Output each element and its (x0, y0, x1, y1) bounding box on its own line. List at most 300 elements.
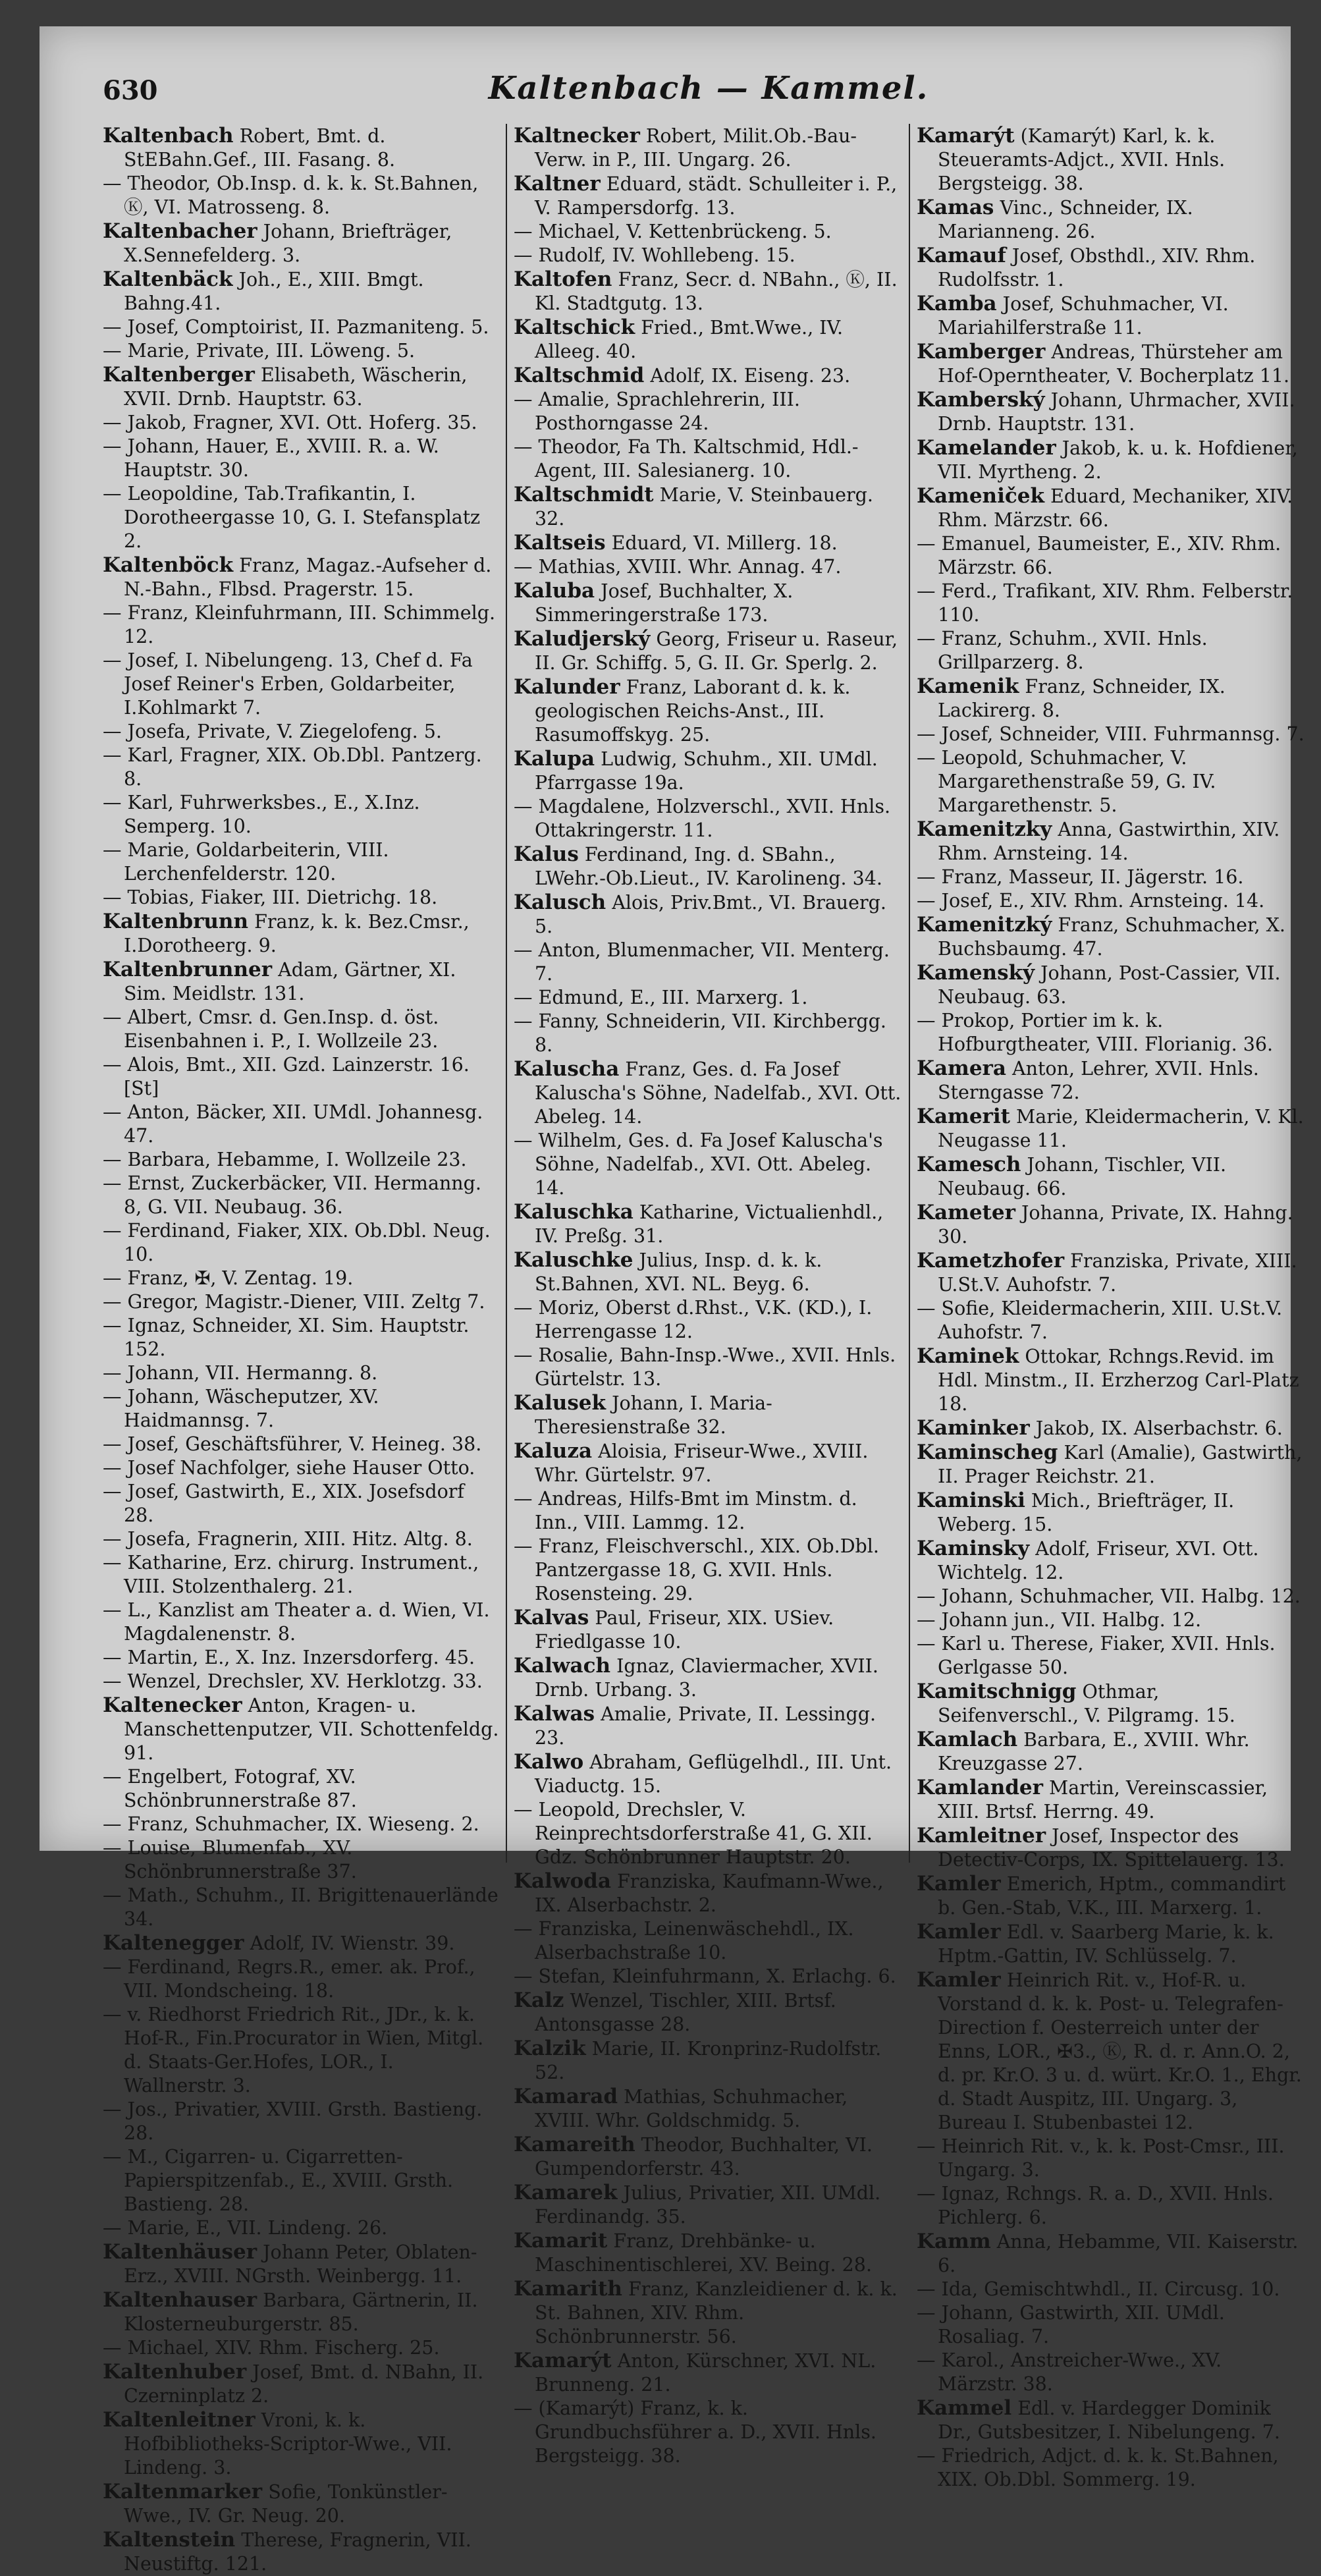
entry-surname: Kaltseis (514, 531, 606, 555)
entry-details: — Ferd., Trafikant, XIV. Rhm. Felberstr. 110. (917, 580, 1293, 626)
entry-details: Alois, Priv.Bmt., VI. Brauerg. 5. (535, 892, 886, 937)
directory-entry (103, 1267, 499, 1290)
directory-entry (917, 1440, 1305, 1489)
entry-details: Franz, Secr. d. NBahn., Ⓚ, II. Kl. Stadtgutg. 13. (535, 269, 898, 314)
directory-entry (103, 435, 499, 482)
entry-details: Ludwig, Schuhm., XII. UMdl. Pfarrgasse 19a. (535, 748, 878, 794)
entry-surname: Kaltofen (514, 267, 612, 291)
entry-details: Jakob, k. u. k. Hofdiener, VII. Myrtheng. 2. (938, 437, 1298, 483)
entry-surname: Kaminski (917, 1489, 1025, 1512)
directory-entry (514, 1654, 902, 1702)
directory-entry (514, 244, 902, 267)
directory-entry (917, 484, 1305, 532)
entry-details: — Rudolf, IV. Wohllebeng. 15. (514, 244, 795, 266)
entry-details: Marie, Kleidermacherin, V. Kl. Neugasse 11. (938, 1106, 1304, 1151)
entry-details: — Wilhelm, Ges. d. Fa Josef Kaluscha's Söhne, Nadelfab., XVI. Ott. Abeleg. 14. (514, 1130, 883, 1199)
entry-details: — Marie, Private, III. Löweng. 5. (103, 340, 416, 362)
directory-entry (514, 1010, 902, 1057)
entry-surname: Kaminek (917, 1344, 1019, 1368)
directory-entry (514, 1702, 902, 1750)
directory-entry (514, 1917, 902, 1965)
entry-details: Julius, Insp. d. k. k. St.Bahnen, XVI. NL. Beyg. 6. (535, 1249, 822, 1295)
entry-surname: Kaltenhauser (103, 2288, 257, 2312)
directory-entry (103, 219, 499, 267)
directory-entry (917, 1056, 1305, 1105)
entry-details: Franziska, Kaufmann-Wwe., IX. Alserbachstr. 2. (535, 1871, 884, 1916)
entry-surname: Kalzik (514, 2037, 586, 2060)
entry-details: — Johann, Gastwirth, XII. UMdl. Rosaliag. 7. (917, 2302, 1225, 2347)
entry-details: Franz, Drehbänke- u. Maschinentischlerei, XV. Being. 28. (535, 2230, 872, 2276)
directory-entry (514, 1129, 902, 1200)
entry-details: Mathias, Schuhmacher, XVIII. Whr. Goldschmidg. 5. (535, 2086, 848, 2131)
directory-entry (103, 2360, 499, 2408)
directory-entry (917, 1680, 1305, 1728)
entry-details: Barbara, Gärtnerin, II. Klosterneuburgerstr. 85. (124, 2289, 478, 2335)
entry-details: — Albert, Cmsr. d. Gen.Insp. d. öst. Eisenbahnen i. P., I. Wollzeile 23. (103, 1006, 439, 1052)
entry-details: — Karl, Fragner, XIX. Ob.Dbl. Pantzerg. 8. (103, 744, 482, 790)
entry-surname: Kamm (917, 2230, 991, 2253)
directory-entry (514, 891, 902, 939)
entry-details: Edl. v. Saarberg Marie, k. k. Hptm.-Gattin, IV. Schlüsselg. 7. (938, 1921, 1274, 1967)
directory-entry (917, 913, 1305, 961)
directory-entry (917, 865, 1305, 889)
entry-details: Heinrich Rit. v., Hof-R. u. Vorstand d. k. k. Post- u. Telegrafen-Direction f. Oesterreich unter der Enns, LOR., ✠3., Ⓚ, R. d. r. Ann.O. 2, d. pr. Kr.O. 3 u. d. würt. Kr.O. 1., Ehgr. d. Stadt Auspitz, III. Ungarg. 3, Bureau I. Stubenbastei 12. (938, 1969, 1302, 2133)
entry-details: — Josef, E., XIV. Rhm. Arnsteing. 14. (917, 890, 1265, 912)
entry-details: — Michael, V. Kettenbrückeng. 5. (514, 221, 832, 242)
entry-details: Wenzel, Tischler, XIII. Brtsf. Antonsgasse 28. (535, 1990, 836, 2035)
directory-entry (103, 1053, 499, 1101)
directory-entry (103, 1836, 499, 1884)
entry-surname: Kamarýt (514, 2349, 612, 2372)
directory-entry (103, 1148, 499, 1172)
entry-details: — Johann, Schuhmacher, VII. Halbg. 12. (917, 1585, 1301, 1607)
entry-details: Eduard, VI. Millerg. 18. (611, 532, 838, 554)
directory-entry (103, 2216, 499, 2240)
entry-details: — Anton, Blumenmacher, VII. Menterg. 7. (514, 939, 890, 985)
directory-entry (103, 172, 499, 219)
entry-surname: Kamerit (917, 1105, 1010, 1128)
entry-surname: Kaluba (514, 579, 595, 603)
entry-details: Franz, Kanzleidiener d. k. k. St. Bahnen, XIV. Rhm. Schönbrunnerstr. 56. (535, 2278, 898, 2347)
entry-details: Paul, Friseur, XIX. USiev. Friedlgasse 10. (535, 1607, 834, 1653)
entry-details: — Marie, Goldarbeiterin, VIII. Lerchenfelderstr. 120. (103, 839, 389, 885)
entry-details: Othmar, Seifenverschl., V. Pilgramg. 15. (938, 1681, 1235, 1726)
directory-entry (103, 601, 499, 649)
entry-details: — Josef, Gastwirth, E., XIX. Josefsdorf 28. (103, 1481, 464, 1526)
entry-surname: Kamlander (917, 1776, 1043, 1799)
directory-entry (103, 1314, 499, 1361)
directory-entry (917, 1872, 1305, 1920)
directory-entry (103, 339, 499, 363)
directory-entry (514, 1869, 902, 1917)
entry-details: Johann, Uhrmacher, XVII. Drnb. Hauptstr. 131. (938, 389, 1295, 435)
entry-details: — Magdalene, Holzverschl., XVII. Hnls. Ottakringerstr. 11. (514, 796, 891, 841)
entry-surname: Kamarit (514, 2229, 608, 2253)
entry-details: Adolf, Friseur, XVI. Ott. Wichtelg. 12. (938, 1538, 1259, 1583)
entry-surname: Kaltnecker (514, 124, 640, 148)
directory-entry (514, 627, 902, 675)
entry-details: Robert, Bmt. d. StEBahn.Gef., III. Fasang. 8. (124, 125, 396, 171)
directory-entry (103, 791, 499, 838)
entry-surname: Kamarad (514, 2085, 618, 2108)
entry-details: — Josef, Geschäftsführer, V. Heineg. 38. (103, 1433, 482, 1455)
entry-surname: Kamauf (917, 244, 1006, 267)
entry-details: — M., Cigarren- u. Cigarretten-Papierspitzenfab., E., XVIII. Grsth. Bastieng. 28. (103, 2146, 454, 2215)
directory-entry (514, 388, 902, 435)
entry-details: — Rosalie, Bahn-Insp.-Wwe., XVII. Hnls. Gürtelstr. 13. (514, 1344, 896, 1390)
directory-entry (917, 1728, 1305, 1776)
entry-details: — Anton, Bäcker, XII. UMdl. Johannesg. 47. (103, 1101, 483, 1147)
directory-entry (917, 2444, 1305, 2492)
entry-surname: Kaminsky (917, 1537, 1030, 1560)
directory-entry (103, 1385, 499, 1433)
entry-details: — Franz, Masseur, II. Jägerstr. 16. (917, 866, 1244, 888)
entry-surname: Kaltenhuber (103, 2360, 247, 2384)
directory-entry (103, 1599, 499, 1646)
directory-entry (103, 482, 499, 553)
entry-details: — Ignaz, Schneider, XI. Sim. Hauptstr. 152. (103, 1315, 470, 1360)
entry-surname: Kametzhofer (917, 1249, 1065, 1273)
entry-surname: Kaludjerský (514, 627, 651, 651)
directory-entry (103, 2528, 499, 2576)
entry-surname: Kaluschka (514, 1200, 634, 1224)
entry-details: — L., Kanzlist am Theater a. d. Wien, VI. Magdalenenstr. 8. (103, 1599, 490, 1645)
entry-details: — Tobias, Fiaker, III. Dietrichg. 18. (103, 887, 438, 908)
entry-details: Anton, Lehrer, XVII. Hnls. Sterngasse 72. (938, 1058, 1259, 1103)
entry-surname: Kaltenhäuser (103, 2240, 257, 2264)
entry-details: — Fanny, Schneiderin, VII. Kirchbergg. 8. (514, 1010, 886, 1056)
directory-entry (917, 1585, 1305, 1608)
directory-entry (917, 1249, 1305, 1297)
column-middle (506, 124, 909, 2467)
entry-surname: Kalwo (514, 1750, 584, 1774)
entry-details: Anton, Kragen- u. Manschettenputzer, VII. Schottenfeldg. 91. (124, 1695, 499, 1764)
directory-entry (103, 1480, 499, 1527)
entry-surname: Kalusch (514, 891, 607, 914)
entry-details: Georg, Friseur u. Raseur, II. Gr. Schiffg. 5, G. II. Gr. Sperlg. 2. (535, 628, 898, 674)
entry-details: — Josefa, Fragnerin, XIII. Hitz. Altg. 8. (103, 1528, 473, 1550)
directory-entry (917, 817, 1305, 865)
entry-surname: Kaltenbach (103, 124, 234, 148)
entry-details: Josef, Schuhmacher, VI. Mariahilferstraße 11. (938, 293, 1229, 339)
entry-surname: Kamler (917, 1968, 1001, 1992)
directory-entry (514, 1296, 902, 1344)
entry-details: — Franz, Schuhm., XVII. Hnls. Grillparzerg. 8. (917, 628, 1208, 673)
entry-details: — Jakob, Fragner, XVI. Ott. Hoferg. 35. (103, 412, 477, 433)
directory-entry (917, 1416, 1305, 1440)
directory-entry (514, 747, 902, 795)
directory-entry (514, 1439, 902, 1487)
entry-surname: Kamera (917, 1056, 1006, 1080)
entry-surname: Kamler (917, 1920, 1001, 1944)
entry-details: — Edmund, E., III. Marxerg. 1. (514, 987, 808, 1008)
entry-details: Karl (Amalie), Gastwirth, II. Prager Reichstr. 21. (938, 1442, 1303, 1487)
entry-details: Josef, Bmt. d. NBahn, II. Czerninplatz 2. (124, 2361, 484, 2407)
directory-entry (917, 1776, 1305, 1824)
directory-entry (103, 2003, 499, 2098)
entry-details: — Johann, Wäscheputzer, XV. Haidmannsg. 7. (103, 1386, 379, 1431)
directory-entry (917, 2396, 1305, 2444)
directory-entry (103, 1290, 499, 1314)
directory-entry (917, 124, 1305, 196)
directory-entry (103, 1813, 499, 1836)
directory-entry (917, 292, 1305, 340)
entry-surname: Kaltner (514, 172, 601, 196)
directory-entry (917, 2278, 1305, 2301)
entry-details: Joh., E., XIII. Bmgt. Bahng.41. (124, 269, 424, 314)
entry-details: Johann Peter, Oblaten-Erz., XVIII. NGrsth. Weinbergg. 11. (124, 2241, 477, 2287)
directory-entry (514, 795, 902, 842)
entry-surname: Kaltenstein (103, 2528, 236, 2552)
directory-entry (917, 388, 1305, 436)
entry-details: (Kamarýt) Karl, k. k. Steueramts-Adjct., XVII. Hnls. Bergsteigg. 38. (938, 125, 1226, 194)
entry-details: — Leopoldine, Tab.Trafikantin, I. Dorotheergasse 10, G. I. Stefansplatz 2. (103, 483, 481, 552)
entry-details: Mich., Briefträger, II. Weberg. 15. (938, 1490, 1235, 1535)
directory-entry (917, 340, 1305, 388)
directory-entry (917, 1537, 1305, 1585)
directory-entry (514, 1200, 902, 1248)
directory-entry (514, 1344, 902, 1391)
directory-entry (514, 267, 902, 315)
entry-details: Edl. v. Hardegger Dominik Dr., Gutsbesitzer, I. Nibelungeng. 7. (938, 2398, 1280, 2443)
directory-entry (917, 1608, 1305, 1632)
entry-details: — Andreas, Hilfs-Bmt im Minstm. d. Inn., VIII. Lammg. 12. (514, 1488, 857, 1533)
entry-surname: Kaltenecker (103, 1693, 242, 1717)
entry-details: Fried., Bmt.Wwe., IV. Alleeg. 40. (535, 317, 844, 362)
entry-details: Ignaz, Claviermacher, XVII. Drnb. Urbang. 3. (535, 1655, 878, 1701)
entry-details: Franz, Ges. d. Fa Josef Kaluscha's Söhne, Nadelfab., XVI. Ott. Abeleg. 14. (535, 1058, 902, 1128)
entry-details: Robert, Milit.Ob.-Bau-Verw. in P., III. Ungarg. 26. (535, 125, 857, 171)
entry-details: Johann, Post-Cassier, VII. Neubaug. 63. (938, 962, 1281, 1008)
entry-surname: Kaltenberger (103, 363, 255, 387)
directory-entry (514, 1057, 902, 1129)
entry-details: — Karol., Anstreicher-Wwe., XV. Märzstr. 38. (917, 2349, 1222, 2395)
entry-details: — Ignaz, Rchngs. R. a. D., XVII. Hnls. Pichlerg. 6. (917, 2183, 1274, 2228)
entry-surname: Kamas (917, 196, 994, 219)
entry-surname: Kamenitzký (917, 913, 1052, 937)
directory-entry (917, 1920, 1305, 1968)
directory-entry (103, 649, 499, 720)
entry-details: Katharine, Victualienhdl., IV. Preßg. 31. (535, 1201, 884, 1247)
entry-surname: Kamitschnigg (917, 1680, 1077, 1703)
directory-columns (103, 124, 1321, 2575)
entry-details: — Moriz, Oberst d.Rhst., V.K. (KD.), I. Herrengasse 12. (514, 1297, 873, 1342)
directory-entry (514, 1965, 902, 1988)
directory-entry (514, 2349, 902, 2397)
directory-entry (917, 889, 1305, 913)
directory-entry (514, 531, 902, 555)
directory-entry (514, 675, 902, 747)
directory-entry (103, 1551, 499, 1599)
directory-entry (514, 555, 902, 579)
entry-surname: Kamba (917, 292, 997, 315)
entry-details: Therese, Fragnerin, VII. Neustiftg. 121. (124, 2529, 472, 2575)
directory-entry (917, 2135, 1305, 2182)
entry-details: — Michael, XIV. Rhm. Fischerg. 25. (103, 2337, 440, 2359)
entry-details: — Johann, VII. Hermanng. 8. (103, 1362, 378, 1384)
directory-entry (917, 244, 1305, 292)
entry-details: Johann, Briefträger, X.Sennefelderg. 3. (124, 221, 452, 266)
directory-entry (514, 842, 902, 891)
entry-surname: Kaltenbäck (103, 267, 233, 291)
entry-details: Sofie, Tonkünstler-Wwe., IV. Gr. Neug. 20. (124, 2481, 448, 2527)
entry-details: Josef, Obsthdl., XIV. Rhm. Rudolfsstr. 1. (938, 245, 1256, 290)
entry-details: Eduard, städt. Schulleiter i. P., V. Rampersdorfg. 13. (535, 173, 898, 219)
entry-surname: Kamberský (917, 388, 1045, 412)
entry-details: Marie, II. Kronprinz-Rudolfstr. 52. (535, 2038, 882, 2083)
page-header (103, 63, 1314, 116)
directory-entry (103, 1693, 499, 1765)
entry-details: — Karl, Fuhrwerksbes., E., X.Inz. Semperg. 10. (103, 792, 420, 837)
directory-entry (514, 2085, 902, 2133)
directory-entry (103, 1361, 499, 1385)
directory-entry (514, 220, 902, 244)
entry-surname: Kamenik (917, 674, 1019, 698)
entry-surname: Kamleitner (917, 1824, 1046, 1848)
entry-details: — Theodor, Ob.Insp. d. k. k. St.Bahnen, Ⓚ, VI. Matrosseng. 8. (103, 173, 479, 218)
entry-details: — Sofie, Kleidermacherin, XIII. U.St.V. Auhofstr. 7. (917, 1298, 1283, 1343)
entry-details: — Johann jun., VII. Halbg. 12. (917, 1609, 1202, 1631)
entry-details: — Ernst, Zuckerbäcker, VII. Hermanng. 8, G. VII. Neubaug. 36. (103, 1172, 481, 1218)
entry-details: — Ferdinand, Fiaker, XIX. Ob.Dbl. Neug. 10. (103, 1220, 491, 1265)
entry-details: Adam, Gärtner, XI. Sim. Meidlstr. 131. (124, 959, 456, 1004)
directory-entry (917, 2301, 1305, 2349)
directory-entry (103, 124, 499, 172)
entry-details: — v. Riedhorst Friedrich Rit., JDr., k. k. Hof-R., Fin.Procurator in Wien, Mitgl. d. Staats-Ger.Hofes, LOR., I. Wallnerstr. 3. (103, 2004, 484, 2096)
entry-details: Martin, Vereinscassier, XIII. Brtsf. Herrng. 49. (938, 1777, 1268, 1822)
directory-entry (514, 579, 902, 627)
entry-details: — Alois, Bmt., XII. Gzd. Lainzerstr. 16. [St] (103, 1054, 470, 1099)
entry-details: — Jos., Privatier, XVIII. Grsth. Bastieng. 28. (103, 2098, 483, 2144)
entry-surname: Kamlach (917, 1728, 1018, 1751)
column-left (103, 124, 506, 2575)
entry-details: Johann, I. Maria-Theresienstraße 32. (535, 1392, 772, 1438)
directory-entry (514, 2229, 902, 2277)
entry-details: Franziska, Private, XIII. U.St.V. Auhofstr. 7. (938, 1250, 1297, 1296)
directory-entry (514, 1988, 902, 2037)
directory-entry (103, 1527, 499, 1551)
directory-entry (103, 1884, 499, 1931)
directory-entry (103, 1931, 499, 1956)
entry-surname: Kalupa (514, 747, 595, 771)
entry-details: Barbara, E., XVIII. Whr. Kreuzgasse 27. (938, 1729, 1250, 1774)
entry-details: Emerich, Hptm., commandirt b. Gen.-Stab, V.K., III. Marxerg. 1. (938, 1873, 1286, 1919)
directory-entry (103, 2480, 499, 2528)
entry-details: — Stefan, Kleinfuhrmann, X. Erlachg. 6. (514, 1965, 896, 1987)
directory-entry (514, 364, 902, 388)
entry-surname: Kamarek (514, 2181, 618, 2205)
entry-details: Franz, Schuhmacher, X. Buchsbaumg. 47. (938, 914, 1285, 960)
entry-details: Elisabeth, Wäscherin, XVII. Drnb. Hauptstr. 63. (124, 364, 468, 410)
entry-surname: Kamenitzky (917, 817, 1052, 841)
entry-details: Johanna, Private, IX. Hahng. 30. (938, 1202, 1293, 1247)
entry-surname: Kamareith (514, 2133, 635, 2156)
entry-details: — Josef Nachfolger, siehe Hauser Otto. (103, 1457, 475, 1479)
directory-entry (103, 720, 499, 744)
entry-surname: Kaluscha (514, 1057, 620, 1081)
entry-details: Eduard, Mechaniker, XIV. Rhm. Märzstr. 66. (938, 485, 1293, 531)
entry-surname: Kamesch (917, 1153, 1021, 1176)
entry-details: — Amalie, Sprachlehrerin, III. Posthorngasse 24. (514, 389, 800, 434)
entry-details: Amalie, Private, II. Lessingg. 23. (535, 1703, 876, 1749)
entry-surname: Kamenský (917, 961, 1035, 985)
directory-entry (103, 553, 499, 601)
directory-entry (917, 2230, 1305, 2278)
directory-entry (103, 2098, 499, 2145)
entry-details: — Math., Schuhm., II. Brigittenauerlände 34. (103, 1884, 499, 1930)
directory-entry (103, 2408, 499, 2480)
entry-details: — Johann, Hauer, E., XVIII. R. a. W. Hauptstr. 30. (103, 435, 439, 481)
entry-surname: Kamarith (514, 2277, 622, 2301)
directory-entry (514, 2037, 902, 2085)
directory-entry (514, 2277, 902, 2349)
entry-details: Aloisia, Friseur-Wwe., XVIII. Whr. Gürtelstr. 97. (535, 1440, 869, 1486)
entry-details: — Franz, Schuhmacher, IX. Wieseng. 2. (103, 1813, 479, 1835)
entry-surname: Kammel (917, 2396, 1012, 2420)
entry-details: Franz, Laborant d. k. k. geologischen Reichs-Anst., III. Rasumoffskyg. 25. (535, 676, 851, 746)
directory-entry (103, 1646, 499, 1670)
directory-entry (514, 315, 902, 364)
directory-entry (917, 1105, 1305, 1153)
entry-surname: Kaltschmidt (514, 483, 654, 507)
directory-entry (103, 1006, 499, 1053)
entry-surname: Kaltenmarker (103, 2480, 263, 2504)
directory-entry (103, 267, 499, 315)
directory-entry (514, 435, 902, 483)
entry-details: Theodor, Buchhalter, VI. Gumpendorferstr. 43. (535, 2134, 873, 2179)
directory-entry (103, 315, 499, 339)
entry-details: — Engelbert, Fotograf, XV. Schönbrunnerstraße 87. (103, 1766, 357, 1811)
directory-entry (103, 1172, 499, 1219)
running-head: Kaltenbach — Kammel. (488, 70, 929, 107)
directory-entry (103, 2288, 499, 2336)
directory-entry (917, 2182, 1305, 2230)
entry-details: — (Kamarýt) Franz, k. k. Grundbuchsführer a. D., XVII. Hnls. Bergsteigg. 38. (514, 2398, 876, 2467)
directory-entry (103, 1765, 499, 1813)
entry-details: Ferdinand, Ing. d. SBahn., LWehr.-Ob.Lieut., IV. Karolineng. 34. (535, 844, 882, 889)
entry-details: Vroni, k. k. Hofbibliotheks-Scriptor-Wwe., VII. Lindeng. 3. (124, 2409, 452, 2479)
directory-entry (103, 1670, 499, 1693)
directory-entry (917, 961, 1305, 1009)
directory-entry (917, 627, 1305, 674)
directory-entry (917, 580, 1305, 627)
directory-entry (917, 674, 1305, 723)
directory-entry (917, 1824, 1305, 1872)
entry-surname: Kaltschmid (514, 364, 645, 387)
entry-details: Franz, Magaz.-Aufseher d. N.-Bahn., Flbsd. Pragerstr. 15. (124, 555, 492, 600)
entry-details: — Gregor, Magistr.-Diener, VIII. Zeltg 7. (103, 1291, 485, 1313)
entry-details: Josef, Buchhalter, X. Simmeringerstraße 173. (535, 580, 794, 626)
directory-entry (103, 1433, 499, 1456)
entry-details: — Marie, E., VII. Lindeng. 26. (103, 2217, 388, 2239)
entry-surname: Kalusek (514, 1391, 606, 1415)
directory-entry (514, 1487, 902, 1535)
column-right (909, 124, 1312, 2490)
entry-details: — Louise, Blumenfab., XV. Schönbrunnerstraße 37. (103, 1837, 357, 1882)
directory-entry (917, 1968, 1305, 2135)
entry-surname: Kamarýt (917, 124, 1015, 148)
entry-surname: Kameniček (917, 484, 1044, 508)
directory-entry (103, 363, 499, 411)
directory-entry (917, 196, 1305, 244)
entry-details: — Karl u. Therese, Fiaker, XVII. Hnls. Gerlgasse 50. (917, 1633, 1276, 1678)
entry-surname: Kalvas (514, 1606, 589, 1630)
directory-entry (917, 2349, 1305, 2396)
entry-surname: Kaltenegger (103, 1931, 244, 1955)
entry-details: Ottokar, Rchngs.Revid. im Hdl. Minstm., II. Erzherzog Carl-Platz 18. (938, 1346, 1299, 1415)
entry-surname: Kamberger (917, 340, 1046, 364)
directory-entry (917, 436, 1305, 484)
